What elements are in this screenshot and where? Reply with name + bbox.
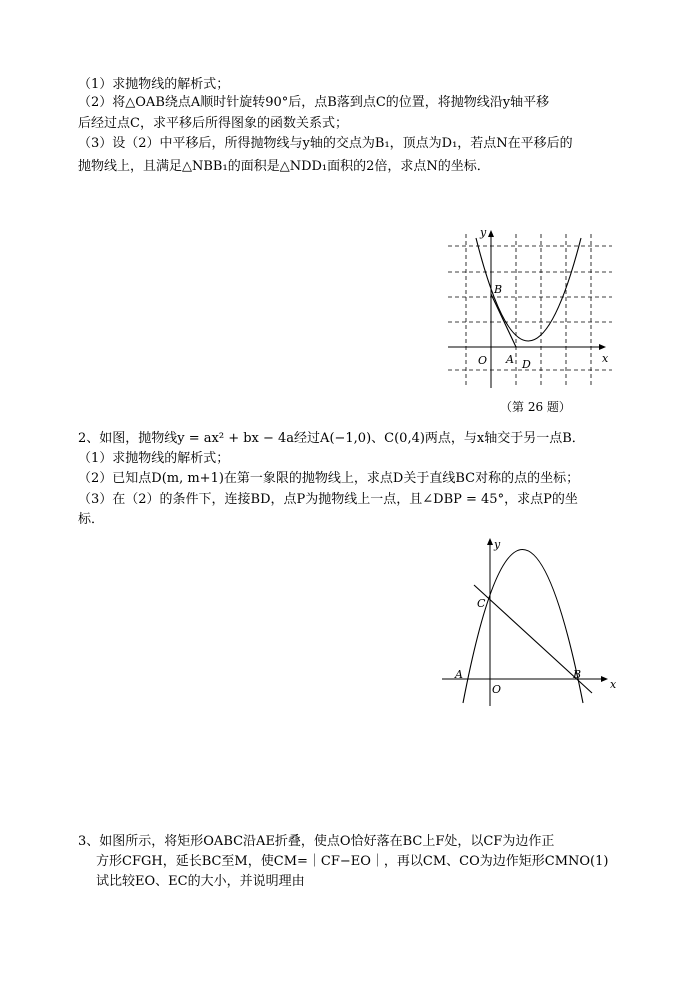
q3-line-2: 方形CFGH，延长BC至M，使CM=｜CF−EO｜，再以CM、CO为边作矩形CMNO(1): [96, 854, 609, 869]
q3-line-3: 试比较EO、EC的大小，并说明理由: [96, 874, 305, 889]
q1-label-d: D: [522, 358, 531, 371]
q2-label-b: B: [573, 668, 582, 681]
q2-label-o: O: [492, 683, 502, 696]
q2-line-3: （2）已知点D(m, m+1)在第一象限的抛物线上，求点D关于直线BC对称的点的坐标；: [78, 471, 580, 486]
q1-line-3: 后经过点C，求平移后所得图象的函数关系式；: [78, 116, 348, 131]
q3-line-1: 3、如图所示，将矩形OABC沿AE折叠，使点O恰好落在BC上F处，以CF为边作正: [78, 834, 555, 849]
q2-line-1: 2、如图，抛物线y = ax² + bx − 4a经过A(−1,0)、C(0,4)两点，与x轴交于另一点B．: [78, 431, 585, 446]
q1-label-b: B: [494, 283, 503, 296]
q2-label-x: x: [610, 678, 617, 691]
q2-label-a: A: [455, 668, 463, 681]
q1-line-2: （2）将△OAB绕点A顺时针旋转90°后，点B落到点C的位置，将抛物线沿y轴平移: [78, 95, 550, 110]
q2-label-y: y: [494, 538, 501, 551]
q1-label-o: O: [478, 354, 488, 367]
q2-line-5: 标．: [78, 512, 105, 527]
q2-line-2: （1）求抛物线的解析式；: [78, 451, 230, 466]
q1-line-4: （3）设（2）中平移后，所得抛物线与y轴的交点为B₁，顶点为D₁，若点N在平移后的: [78, 136, 573, 151]
q1-label-y: y: [480, 226, 487, 239]
q2-label-c: C: [477, 597, 486, 610]
q2-line-4: （3）在（2）的条件下，连接BD，点P为抛物线上一点，且∠DBP = 45°，求点P的坐: [78, 492, 578, 507]
q1-line-1: （1）求抛物线的解析式；: [78, 77, 230, 92]
q1-label-a: A: [506, 353, 514, 366]
q2-parabola: [463, 550, 583, 704]
q1-label-x: x: [602, 352, 609, 365]
q1-figure-caption: （第 26 题）: [500, 400, 571, 414]
q1-line-5: 抛物线上，且满足△NBB₁的面积是△NDD₁面积的2倍，求点N的坐标．: [78, 159, 490, 174]
